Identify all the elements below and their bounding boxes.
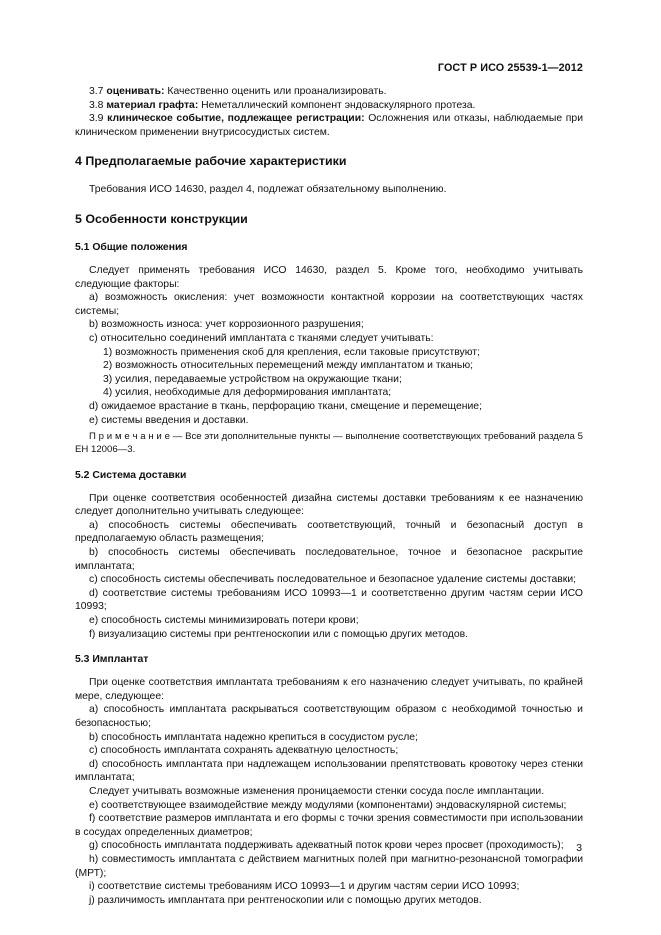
sub-list-item: 2) возможность относительных перемещений между имплантатом и тканью; [103, 360, 474, 372]
def-text: Осложнения или отказы, наблюдаемые при клиническом применении внутрисосудистых систем. [75, 113, 584, 138]
note [75, 431, 583, 457]
list-item: b) способность имплантата надежно крепиться в сосудистом русле; [89, 731, 418, 743]
definition-3-7 [75, 85, 583, 99]
paragraph: Следует учитывать возможные изменения проницаемости стенки сосуда после имплантации. [89, 785, 545, 797]
def-term: оценивать: [106, 86, 165, 97]
sub-list-item: 3) усилия, передаваемые устройством на окружающие ткани; [103, 373, 402, 385]
section-5-2-intro: При оценке соответствия особенностей дизайна системы доставки требованиям к ее назначению следует дополнительно учитывать следующее: [75, 492, 583, 518]
list-item: d) ожидаемое врастание в ткань, перфорацию ткани, смещение и перемещение; [89, 400, 482, 412]
list-item: a) способность имплантата раскрываться соответствующим образом с необходимой точностью и безопасностью; [75, 704, 583, 729]
document-header: ГОСТ Р ИСО 25539-1—2012 [437, 62, 583, 74]
section-5-2-heading: 5.2 Система доставки [75, 469, 187, 481]
list-item: g) способность имплантата поддерживать адекватный поток крови через просвет (проходимость); [89, 840, 564, 852]
section-4-text: Требования ИСО 14630, раздел 4, подлежат обязательному выполнению. [89, 184, 447, 196]
list-item: b) возможность износа: учет коррозионного разрушения; [89, 319, 364, 331]
def-text: Качественно оценить или проанализировать. [164, 86, 387, 97]
def-num: 3.8 [89, 99, 104, 111]
list-item: c) способность системы обеспечивать последовательное и безопасное удаление системы доставки; [89, 574, 577, 586]
definition-3-8 [75, 99, 583, 113]
list-item: d) способность имплантата при надлежащем использовании препятствовать кровотоку через стенки имплантата; [75, 758, 583, 784]
list-item: c) способность имплантата сохранять адекватную целостность; [89, 745, 399, 757]
page-number: 3 [576, 843, 582, 854]
list-item: d) соответствие системы требованиям ИСО 10993—1 и соответственно другим частям серии ИСО 10993; [75, 587, 583, 613]
list-item: j) различимость имплантата при рентгеноскопии или с помощью других методов. [89, 894, 482, 906]
list-item: e) способность системы минимизировать потери крови; [89, 615, 359, 627]
list-item: e) соответствующее взаимодействие между модулями (компонентами) эндоваскулярной системы; [89, 799, 567, 811]
page-content [75, 85, 583, 907]
note-label: П р и м е ч а н и е [89, 431, 170, 443]
def-term: клиническое событие, подлежащее регистрации: [107, 113, 365, 125]
list-item: c) относительно соединений имплантата с тканями следует учитывать: [89, 332, 434, 344]
list-item: a) способность системы обеспечивать соответствующий, точный и безопасный доступ в предполагаемую область размещения; [75, 519, 583, 545]
section-5-3-intro: При оценке соответствия имплантата требованиям к его назначению следует учитывать, по крайней мере, следующее: [75, 677, 583, 702]
definition-3-9 [75, 112, 583, 139]
def-term: материал графта: [106, 99, 199, 111]
def-text: Неметаллический компонент эндоваскулярного протеза. [198, 99, 476, 111]
def-num: 3.9 [89, 113, 104, 125]
list-item: f) визуализацию системы при рентгеноскопии или с помощью других методов. [89, 628, 469, 640]
section-4-heading: 4 Предполагаемые рабочие характеристики [75, 154, 347, 169]
list-item: b) способность системы обеспечивать последовательное, точное и безопасное раскрытие имплантата; [75, 547, 583, 572]
list-item: a) возможность окисления: учет возможности контактной коррозии на соответствующих частях системы; [75, 292, 583, 317]
sub-list-item: 4) усилия, необходимые для деформирования имплантата; [103, 387, 392, 399]
sub-list-item: 1) возможность применения скоб для крепления, если таковые присутствуют; [103, 346, 480, 358]
section-5-1-intro: Следует применять требования ИСО 14630, раздел 5. Кроме того, необходимо учитывать следующие факторы: [75, 264, 583, 290]
list-item: h) совместимость имплантата с действием магнитных полей при магнитно-резонансной томографии (МРТ); [75, 853, 583, 879]
list-item: i) соответствие системы требованиям ИСО 10993—1 и другим частям серии ИСО 10993; [89, 881, 520, 893]
section-5-heading: 5 Особенности конструкции [75, 211, 248, 226]
def-num: 3.7 [89, 86, 104, 97]
note-text: — Все эти дополнительные пункты — выполнение соответствующих требований раздела 5 ЕН 12006—3. [75, 431, 583, 455]
list-item: e) системы введения и доставки. [89, 414, 249, 426]
list-item: f) соответствие размеров имплантата и его формы с точки зрения совместимости при использовании в сосудах определенных диаметров; [75, 813, 583, 838]
section-5-3-heading: 5.3 Имплантат [75, 654, 149, 666]
section-5-1-heading: 5.1 Общие положения [75, 241, 188, 253]
